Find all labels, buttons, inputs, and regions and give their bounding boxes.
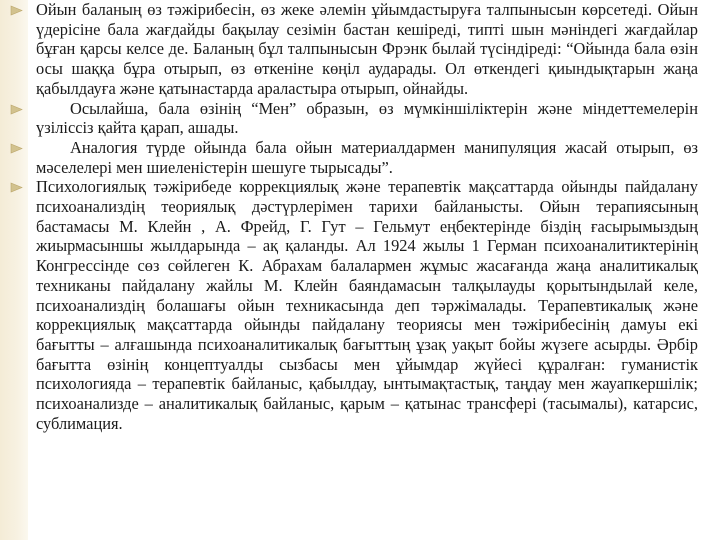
paragraph-1 (10, 0, 698, 99)
bullet-marker-icon (10, 5, 24, 16)
paragraph-4-text: Психологиялық тәжірибеде коррекциялық және терапевтік мақсаттарда ойынды пайдалану психоанализдің теориялық дәстүрлерімен тарихи байланысты. Ойын терапиясының бастамасы М. Клейн , А. Фрейд, Г. Гут – Гельмут еңбектерінде біздің ғасырымыздың жиырмасыншы жылдарында – ақ қаланды. Ал 1924 жылы 1 Герман психоаналитиктерінің Конгрессінде сөз сөйлеген К. Абрахам балалармен жұмыс жасағанда жаңа аналитикалық техниканы пайдалану жайлы М. Клейн баяндамасын талқылауды қорытындылай келе, психоанализдің болашағы ойын техникасында деп тәржімалады. Терапевтикалық және коррекциялық мақсаттарда ойынды пайдалану теориясы мен тәжірибесінің дамуы екі бағытты – алғашында психоаналитикалық бағыттың ұзақ уақыт бойы жүзеге асырды. Әрбір бағытта өзінің концептуалды сызбасы мен ұйымдар жүйесі құралған: гуманистік психологияда – терапевтік байланыс, қабылдау, ынтымақтастық, таңдау мен жауапкершілік; психоанализде – аналитикалық байланыс, қарым – қатынас трансфері (тасымалы), катарсис, сублимация. (36, 177, 698, 433)
bullet-marker-icon (10, 104, 24, 115)
paragraph-2 (10, 99, 698, 138)
bullet-marker-icon (10, 182, 24, 193)
paragraph-2-text: Осылайша, бала өзінің “Мен” образын, өз мүмкіншіліктерін және міндеттемелерін үзіліссіз қайта қарап, ашады. (36, 98, 698, 138)
slide-body (10, 0, 698, 433)
paragraph-3 (10, 138, 698, 177)
paragraph-4 (10, 177, 698, 433)
paragraph-1-text: Ойын баланың өз тәжірибесін, өз жеке әлемін ұйымдастыруға талпынысын көрсетеді. Ойын үдерісіне бала жағдайды бақылау сезімін бастан кешіреді, типті шын мәніндегі жағдайлар бұған қарсы келсе де. Баланың бұл талпынысын Фрэнк былай түсіндіреді: “Ойында бала өзін осы шаққа бұра отырып, өз өткеніне көңіл аударады. Ол өткендегі қиындықтарын жаңа қабылдауға және қатынастарда араластыра отырып, ойнайды. (36, 0, 698, 98)
bullet-marker-icon (10, 143, 24, 154)
paragraph-3-text: Аналогия түрде ойында бала ойын материалдармен манипуляция жасай отырып, өз мәселелері мен шиеленістерін шешуге тырысады”. (36, 137, 698, 177)
